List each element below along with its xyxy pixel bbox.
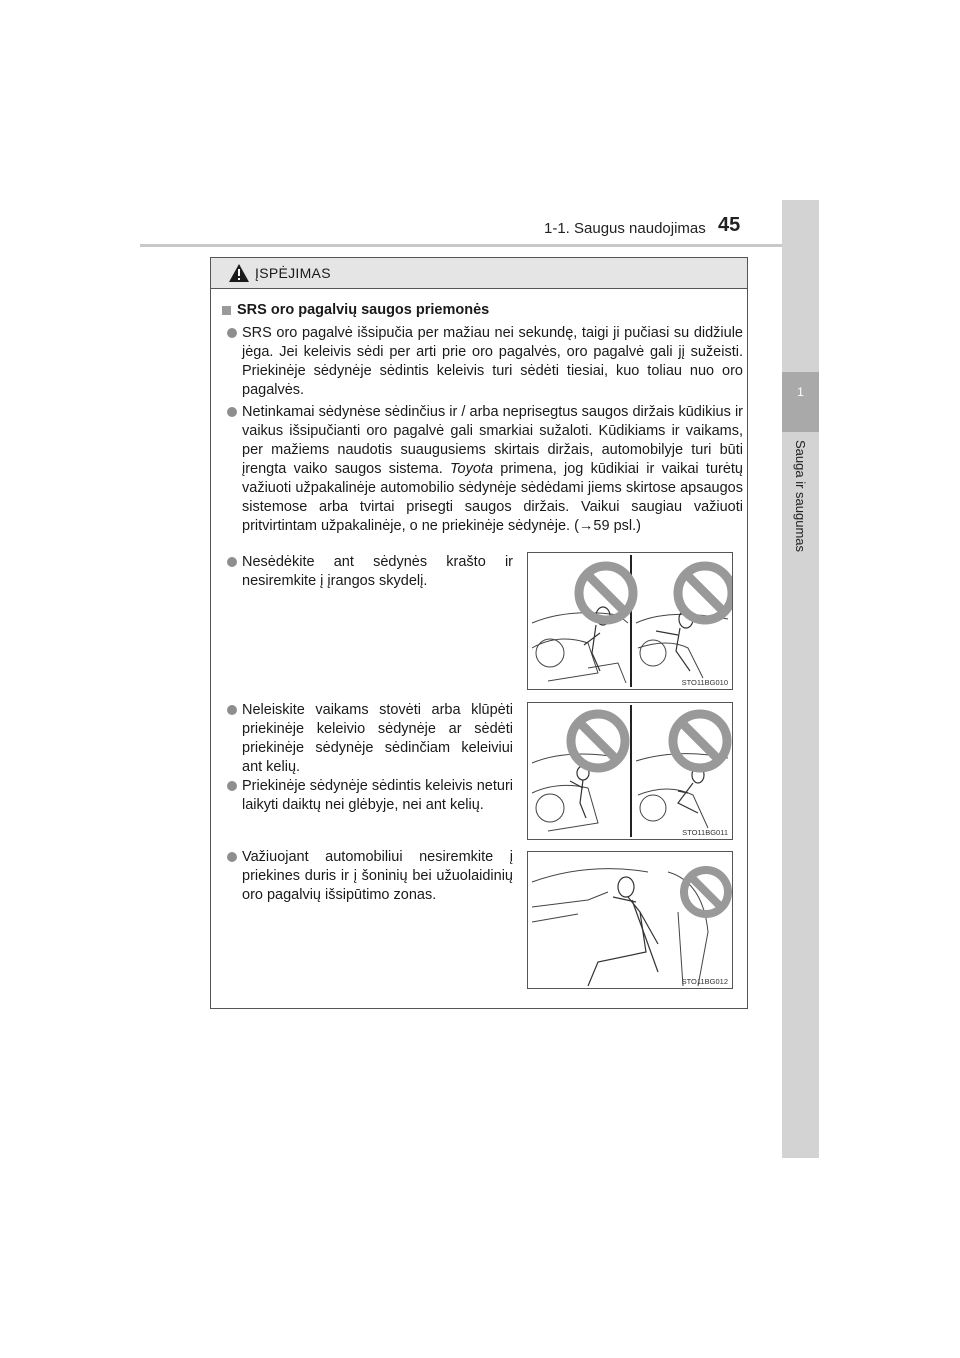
bullet-text-main: Netinkamai sėdynėse sėdinčius ir / arba neprisegtus saugos diržais kūdikius ir vaikus išsipučianti oro pagalvė gali smarkiai sužaloti. Kūdikiams ir vaikams, per mažiems naudotis suaugusiems skirtais diržais, automobilyje turi būti įrengta vaiko saugos sistema. [242, 404, 743, 477]
warning-triangle-icon [228, 263, 250, 283]
prohibition-icon [684, 870, 728, 914]
illustration-child-standing-on-seat [527, 702, 733, 840]
square-bullet-icon [222, 306, 231, 315]
bullet-icon [227, 557, 237, 567]
figure-2-drawing [528, 703, 732, 839]
bullet-text: Nesėdėkite ant sėdynės krašto ir nesiremkite į įrangos skydelį. [242, 554, 513, 589]
bullet-text: Neleiskite vaikams stovėti arba klūpėti priekinėje keleivio sėdynėje ar sėdėti priekinėje sėdynėje sėdinčiam keleiviui ant kelių. [242, 702, 513, 775]
illustration-leaning-on-door [527, 851, 733, 989]
bullet-icon [227, 781, 237, 791]
page-reference: 59 psl.) [593, 518, 641, 534]
list-item [227, 701, 513, 777]
bullet-icon [227, 705, 237, 715]
bullet-icon [227, 407, 237, 417]
chapter-marker [782, 372, 819, 432]
warning-box [210, 257, 748, 1009]
bullet-text [242, 403, 743, 536]
figure-1-drawing [528, 553, 732, 689]
list-item [227, 553, 513, 591]
page-number: 45 [718, 214, 741, 236]
prohibition-icon [678, 566, 732, 620]
arrow-icon: → [578, 518, 594, 534]
warning-title: ĮSPĖJIMAS [255, 265, 331, 281]
list-item [227, 848, 513, 905]
brand-name: Toyota [450, 461, 494, 477]
chapter-title: Sauga ir saugumas [793, 440, 808, 553]
list-item [227, 324, 743, 400]
figure-code: STO11BG011 [682, 828, 728, 837]
list-item [227, 777, 513, 815]
bullet-text: SRS oro pagalvė išsipučia per mažiau nei sekundę, taigi ji pučiasi su didžiule jėga. Jei keleivis sėdi per arti prie oro pagalvės, oro pagalvė gali jį sužeisti. Priekinėje sėdynėje sėdintis keleivis turi sėdėti tiesiai, kuo toliau nuo oro pagalvės. [242, 325, 743, 398]
bullet-text: Važiuojant automobiliui nesiremkite į priekines duris ir į šoninių bei užuolaidinių oro pagalvių išsipūtimo zonas. [242, 849, 513, 903]
chapter-number: 1 [797, 385, 804, 399]
chapter-side-tab [782, 200, 819, 1158]
bullet-text: Priekinėje sėdynėje sėdintis keleivis neturi laikyti daiktų nei glėbyje, nei ant kelių. [242, 778, 513, 813]
subheading-text: SRS oro pagalvių saugos priemonės [237, 302, 490, 318]
header-rule [140, 244, 782, 247]
figure-code: STO11BG010 [681, 678, 728, 687]
illustration-sitting-on-seat-edge [527, 552, 733, 690]
figure-code: STO11BG012 [681, 977, 728, 986]
prohibition-icon [571, 714, 625, 768]
prohibition-icon [673, 714, 727, 768]
prohibition-icon [579, 566, 633, 620]
section-title: 1-1. Saugus naudojimas [544, 220, 706, 237]
bullet-icon [227, 328, 237, 338]
warning-subheading [222, 302, 489, 318]
warning-header [211, 258, 747, 289]
bullet-icon [227, 852, 237, 862]
list-item [227, 403, 743, 536]
figure-3-drawing [528, 852, 732, 988]
bullet-text-tail: primena, jog kūdikiai ir vaikai turėtų važiuoti užpakalinėje automobilio sėdynėje sėdėdami jiems skirtose apsaugos sistemose arba tvirtai prisegti saugos diržais. Vaikui saugiau važiuoti pritvirtintam užpakalinėje, o ne priekinėje sėdynėje. ( [242, 461, 743, 534]
